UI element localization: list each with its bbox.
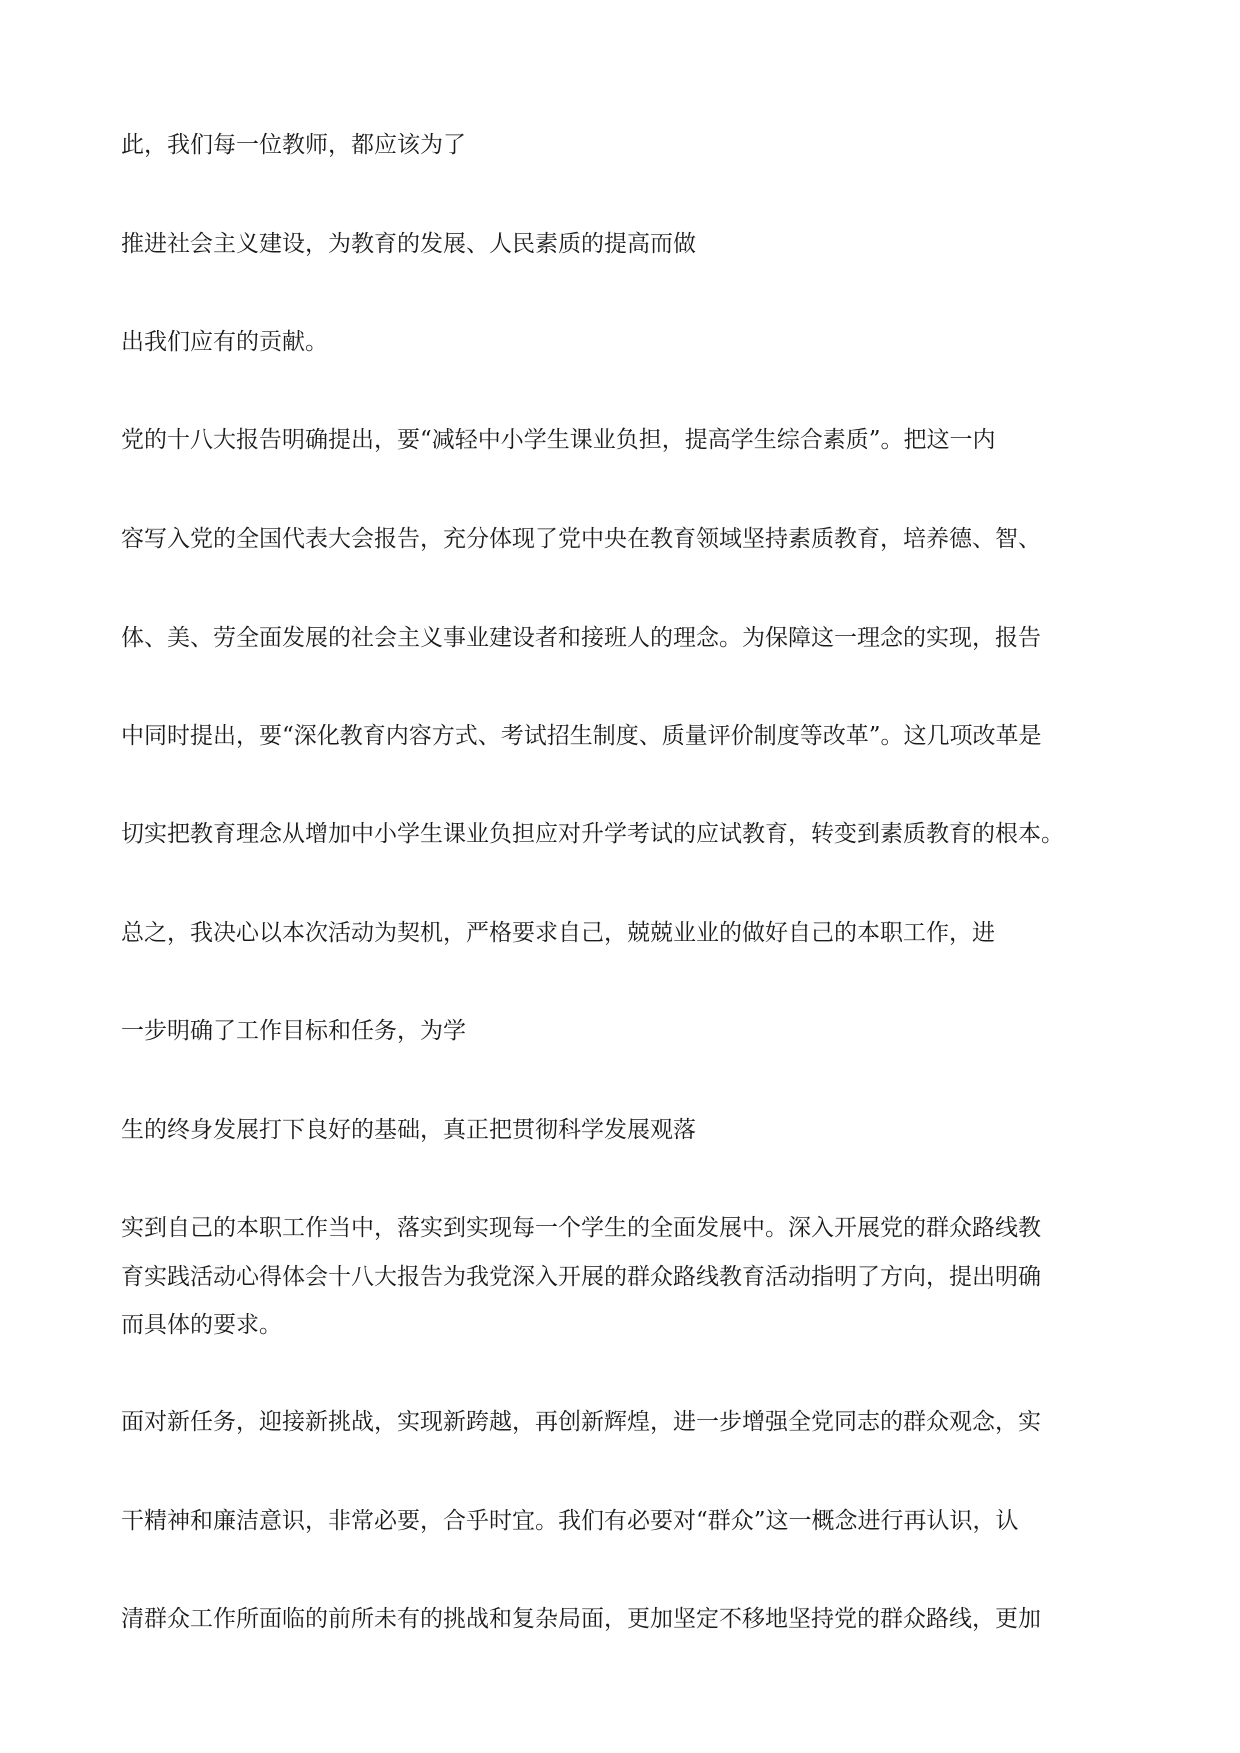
text-line: 清群众工作所面临的前所未有的挑战和复杂局面，更加坚定不移地坚持党的群众路线，更加 — [121, 1606, 1041, 1632]
text-line: 育实践活动心得体会十八大报告为我党深入开展的群众路线教育活动指明了方向，提出明确 — [121, 1264, 1041, 1290]
text-line: 总之，我决心以本次活动为契机，严格要求自己，兢兢业业的做好自己的本职工作，进 — [121, 920, 995, 946]
text-line: 出我们应有的贡献。 — [121, 329, 328, 355]
text-line: 面对新任务，迎接新挑战，实现新跨越，再创新辉煌，进一步增强全党同志的群众观念，实 — [121, 1409, 1041, 1435]
text-line: 此，我们每一位教师，都应该为了 — [121, 132, 466, 158]
text-line: 体、美、劳全面发展的社会主义事业建设者和接班人的理念。为保障这一理念的实现，报告 — [121, 625, 1041, 651]
text-line: 生的终身发展打下良好的基础，真正把贯彻科学发展观落 — [121, 1117, 696, 1143]
text-line: 中同时提出，要“深化教育内容方式、考试招生制度、质量评价制度等改革”。这几项改革是 — [121, 723, 1042, 749]
text-line: 干精神和廉洁意识，非常必要，合乎时宜。我们有必要对“群众”这一概念进行再认识，认 — [121, 1508, 1019, 1534]
text-line: 容写入党的全国代表大会报告，充分体现了党中央在教育领域坚持素质教育，培养德、智、 — [121, 526, 1041, 552]
text-line: 切实把教育理念从增加中小学生课业负担应对升学考试的应试教育，转变到素质教育的根本。 — [121, 821, 1064, 847]
text-line: 而具体的要求。 — [121, 1312, 282, 1338]
text-line: 实到自己的本职工作当中，落实到实现每一个学生的全面发展中。深入开展党的群众路线教 — [121, 1215, 1041, 1241]
text-line: 党的十八大报告明确提出，要“减轻中小学生课业负担，提高学生综合素质”。把这一内 — [121, 427, 996, 453]
text-line: 推进社会主义建设，为教育的发展、人民素质的提高而做 — [121, 231, 696, 257]
text-line: 一步明确了工作目标和任务，为学 — [121, 1018, 466, 1044]
